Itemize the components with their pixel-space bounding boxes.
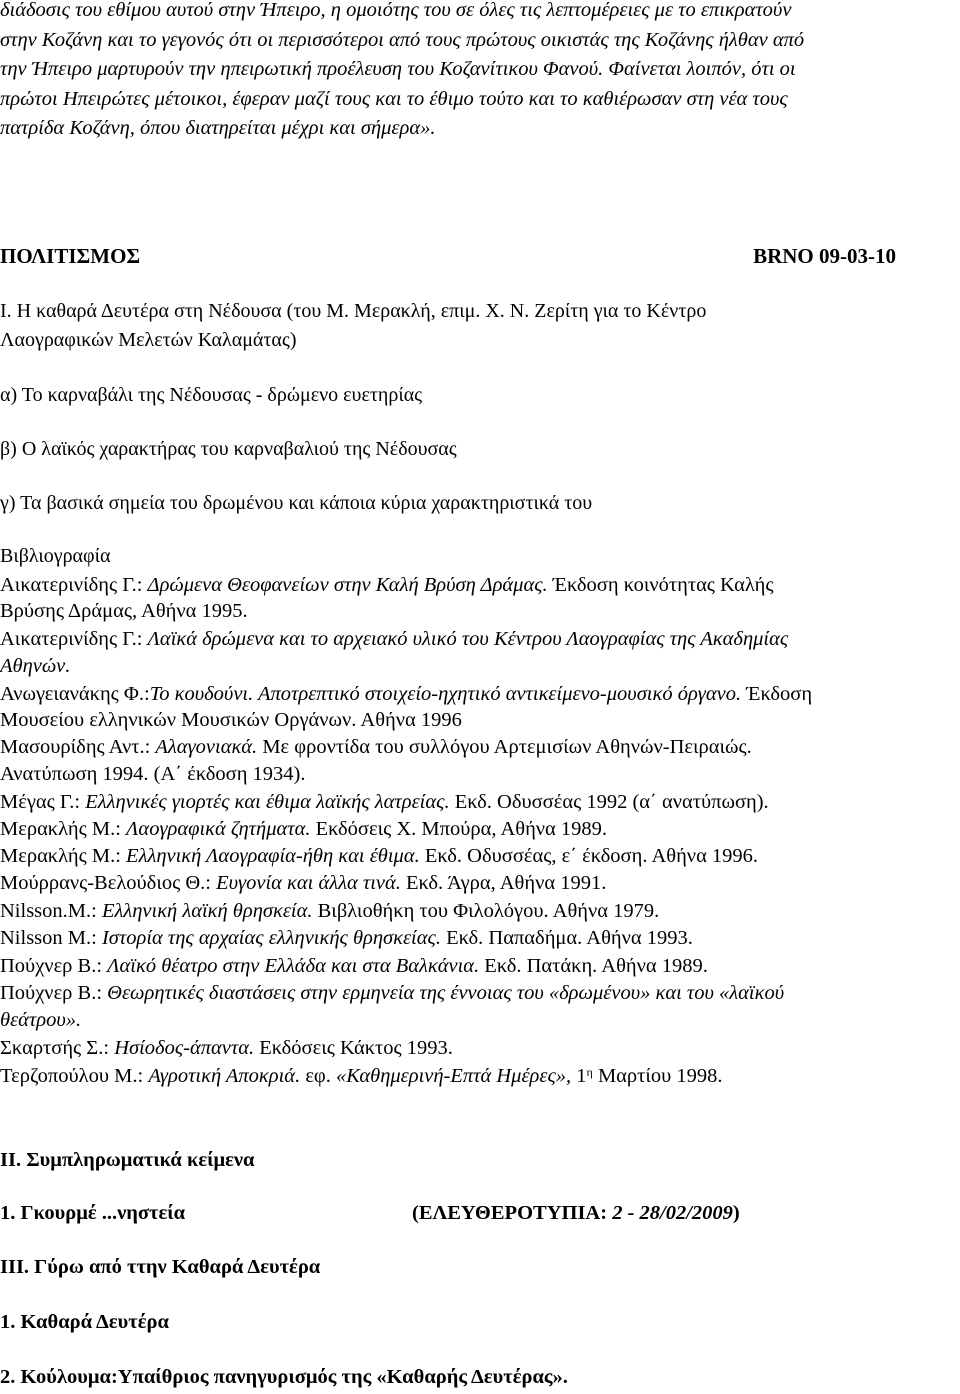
- item1-label: 1. Γκουρμέ ...νηστεία: [0, 1202, 186, 1224]
- bib-entry-9: [0, 898, 659, 924]
- bib-author: Μασουρίδης Αντ.:: [0, 736, 156, 758]
- bib-title: Ιστορία της αρχαίας ελληνικής θρησκείας.: [101, 927, 441, 949]
- bib-author: Πούχνερ Β.:: [0, 955, 108, 977]
- bib-author: Μέγας Γ.:: [0, 791, 86, 813]
- intro-line-4: πρώτοι Ηπειρώτες μέτοικοι, έφεραν μαζί τους και το έθιμο τούτο και το καθιέρωσαν στη νέα τους: [0, 88, 788, 110]
- bib-entry-10: [0, 925, 693, 951]
- bib-title: Ησίοδος-άπαντα.: [114, 1037, 255, 1059]
- bib-publisher: Εκδ. Οδυσσέας 1992 (α΄ ανατύπωση).: [449, 791, 769, 813]
- bib-title: Δρώμενα Θεοφανείων στην Καλή Βρύση Δράμας.: [147, 574, 548, 596]
- bib-author: Μούρρανς-Βελούδιος Θ.:: [0, 872, 217, 894]
- bib-publisher: Έκδοση κοινότητας Καλής: [547, 574, 774, 596]
- bib-title: Λαϊκά δρώμενα και το αρχειακό υλικό του Κέντρου Λαογραφίας της Ακαδημίας: [147, 628, 789, 650]
- bib-entry-3: [0, 681, 812, 707]
- bib-entry-12-cont: θεάτρου».: [0, 1009, 82, 1031]
- intro-line-5: πατρίδα Κοζάνη, όπου διατηρείται μέχρι και σήμερα».: [0, 117, 436, 139]
- bib-entry-3-cont: Μουσείου ελληνικών Μουσικών Οργάνων. Αθήνα 1996: [0, 709, 462, 731]
- bib-entry-4: [0, 734, 752, 760]
- bib-author: Nilsson.M.:: [0, 900, 102, 922]
- bib-entry-1-cont: Βρύσης Δράμας, Αθήνα 1995.: [0, 600, 248, 622]
- section1-item-a: α) Το καρναβάλι της Νέδουσας - δρώμενο ευετηρίας: [0, 384, 423, 406]
- bib-author: Ανωγειανάκης Φ.:: [0, 683, 150, 705]
- bib-author: Τερζοπούλου Μ.:: [0, 1065, 149, 1087]
- bib-author: Αικατερινίδης Γ.:: [0, 628, 148, 650]
- bib-source-prefix: εφ.: [300, 1065, 337, 1087]
- bib-title: Λαογραφικά ζητήματα.: [126, 818, 311, 840]
- bib-title: Ελληνική λαϊκή θρησκεία.: [101, 900, 313, 922]
- bib-author: Αικατερινίδης Γ.:: [0, 574, 148, 596]
- item1-source-date: 2 - 28/02/2009: [612, 1202, 733, 1224]
- section1-title-line-1: Ι. Η καθαρά Δευτέρα στη Νέδουσα (του Μ. Μερακλή, επιμ. Χ. Ν. Ζερίτη για το Κέντρο: [0, 300, 707, 322]
- bib-publisher: Έκδοση: [741, 683, 813, 705]
- bib-entry-11: [0, 953, 708, 979]
- bibliography-title: Βιβλιογραφία: [0, 545, 111, 567]
- bib-author: Πούχνερ Β.:: [0, 982, 108, 1004]
- section1-item-b: β) Ο λαϊκός χαρακτήρας του καρναβαλιού της Νέδουσας: [0, 438, 457, 460]
- bib-title: Το κουδούνι. Αποτρεπτικό στοιχείο-ηχητικό αντικείμενο-μουσικό όργανο.: [149, 683, 742, 705]
- item-kathara-deftera: 1. Καθαρά Δευτέρα: [0, 1311, 169, 1333]
- intro-line-1: διάδοσις του εθίμου αυτού στην Ήπειρο, η ομοιότης του σε όλες τις λεπτομέρειες με το επικρατούν: [0, 0, 792, 21]
- section1-title-line-2: Λαογραφικών Μελετών Καλαμάτας): [0, 329, 297, 351]
- section2-title: ΙΙ. Συμπληρωματικά κείμενα: [0, 1149, 255, 1171]
- section-header: [0, 243, 896, 269]
- header-left: ΠΟΛΙΤΙΣΜΟΣ: [0, 244, 141, 268]
- item1-source-name: (ΕΛΕΥΘΕΡΟΤΥΠΙΑ:: [412, 1202, 613, 1224]
- bib-title: Ευγονία και άλλα τινά.: [216, 872, 401, 894]
- section3-title: ΙΙΙ. Γύρω από ττην Καθαρά Δευτέρα: [0, 1256, 321, 1278]
- bib-author: Σκαρτσής Σ.:: [0, 1037, 115, 1059]
- item-koulouma: 2. Κούλουμα:Υπαίθριος πανηγυρισμός της «Καθαρής Δευτέρας».: [0, 1366, 568, 1388]
- bib-entry-2-cont: Αθηνών.: [0, 655, 71, 677]
- bib-publisher: Εκδ. Άγρα, Αθήνα 1991.: [400, 872, 607, 894]
- bib-entry-13: [0, 1035, 453, 1061]
- bib-author: Μερακλής Μ.:: [0, 845, 127, 867]
- bib-title: Ελληνική Λαογραφία-ήθη και έθιμα.: [126, 845, 420, 867]
- bib-entry-6: [0, 816, 607, 842]
- bib-title: Αγροτική Αποκριά.: [148, 1065, 301, 1087]
- bib-day: 1: [571, 1065, 587, 1087]
- bib-entry-12: [0, 980, 784, 1006]
- bib-author: Nilsson M.:: [0, 927, 102, 949]
- bib-title: Αλαγονιακά.: [155, 736, 258, 758]
- bib-source-title: «Καθημερινή-Επτά Ημέρες»,: [336, 1065, 572, 1087]
- bib-date: Μαρτίου 1998.: [592, 1065, 723, 1087]
- bib-entry-7: [0, 843, 758, 869]
- bib-entry-5: [0, 789, 769, 815]
- item1-source: [412, 1200, 740, 1226]
- bib-entry-14: [0, 1063, 723, 1089]
- bib-publisher: Εκδ. Οδυσσέας, ε΄ έκδοση. Αθήνα 1996.: [419, 845, 759, 867]
- bib-title: Λαϊκό θέατρο στην Ελλάδα και στα Βαλκάνια.: [107, 955, 480, 977]
- section1-item-c: γ) Τα βασικά σημεία του δρωμένου και κάποια κύρια χαρακτηριστικά του: [0, 492, 593, 514]
- header-right: BRNO 09-03-10: [753, 244, 896, 268]
- bib-publisher: Εκδόσεις Χ. Μπούρα, Αθήνα 1989.: [310, 818, 608, 840]
- bib-publisher: Εκδ. Πατάκη. Αθήνα 1989.: [479, 955, 708, 977]
- item1-source-close: ): [732, 1202, 740, 1224]
- intro-line-3: την Ήπειρο μαρτυρούν την ηπειρωτική προέλευση του Κοζανίτικου Φανού. Φαίνεται λοιπόν, ότι οι: [0, 58, 796, 80]
- bib-publisher: Με φροντίδα του συλλόγου Αρτεμισίων Αθηνών-Πειραιώς.: [257, 736, 752, 758]
- bib-author: Μερακλής Μ.:: [0, 818, 127, 840]
- bib-title: Ελληνικές γιορτές και έθιμα λαϊκής λατρείας.: [85, 791, 450, 813]
- bib-entry-8: [0, 870, 606, 896]
- bib-entry-2: [0, 626, 788, 652]
- bib-publisher: Βιβλιοθήκη του Φιλολόγου. Αθήνα 1979.: [312, 900, 660, 922]
- bib-publisher: Εκδόσεις Κάκτος 1993.: [254, 1037, 453, 1059]
- bib-day-suffix: η: [586, 1065, 593, 1079]
- bib-publisher: Εκδ. Παπαδήμα. Αθήνα 1993.: [440, 927, 693, 949]
- bib-entry-4-cont: Ανατύπωση 1994. (Α΄ έκδοση 1934).: [0, 763, 306, 785]
- intro-line-2: στην Κοζάνη και το γεγονός ότι οι περισσότεροι από τους πρώτους οικιστάς της Κοζάνης ήλθαν από: [0, 29, 805, 51]
- bib-entry-1: [0, 572, 773, 598]
- bib-title: Θεωρητικές διαστάσεις στην ερμηνεία της έννοιας του «δρωμένου» και του «λαϊκού: [107, 982, 785, 1004]
